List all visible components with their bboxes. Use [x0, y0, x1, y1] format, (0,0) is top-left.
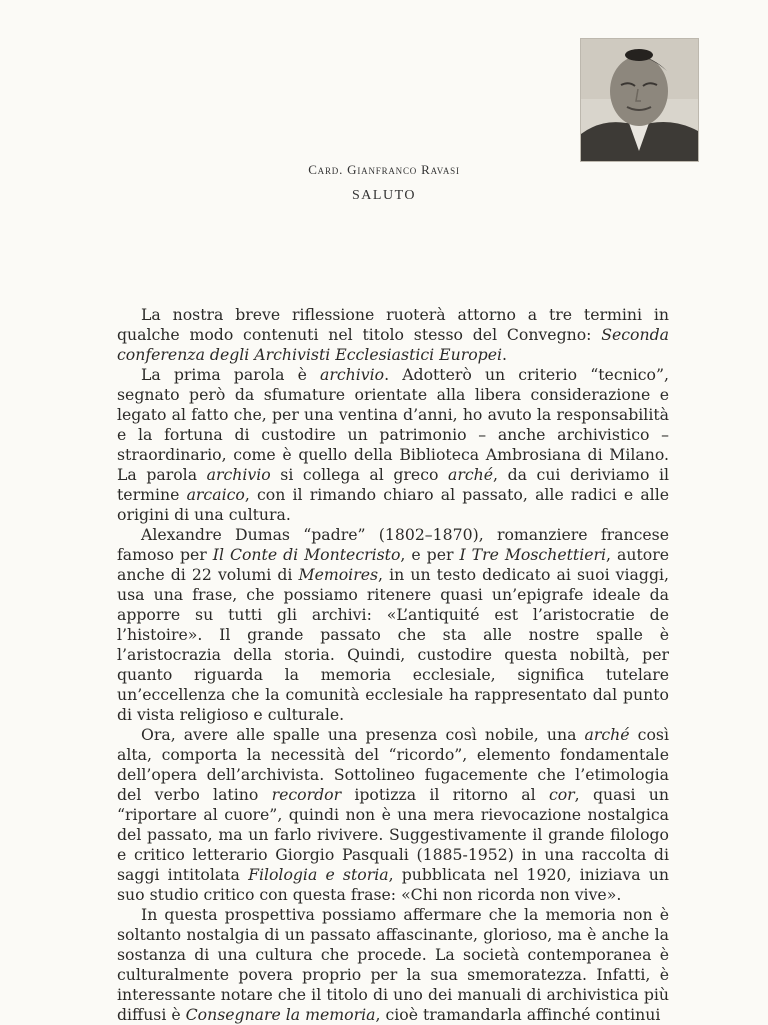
italic-text: Filologia e storia — [248, 865, 389, 884]
italic-text: archivio — [320, 365, 385, 384]
text-run: . — [502, 345, 508, 364]
paragraph — [117, 725, 669, 905]
text-run: Alexandre Dumas “padre” (1802–1870), romanziere francese famoso per — [117, 525, 669, 564]
paragraph — [117, 525, 669, 725]
portrait-photo — [580, 38, 699, 162]
text-run: , con il rimando chiaro al passato, alle radici e alle origini di una cultura. — [117, 485, 669, 524]
text-run: , quasi un “riportare al cuore”, quindi non è una mera rievocazione nostalgica del passato, ma un farlo rivivere. Suggestivamente il grande filologo e critico letterario Giorgio Pasquali (1885-1952) in una raccolta di saggi intitolata — [117, 785, 670, 884]
text-run: , in un testo dedicato ai suoi viaggi, usa una frase, che possiamo ritenere quasi un’epigrafe ideale da apporre su tutti gli archivi: «L’antiquité est l’aristocratie de l’histoire». Il grande passato che sta alle nostre spalle è l’aristocrazia della storia. Quindi, custodire questa nobiltà, per quanto riguarda la memoria ecclesiale, significa tutelare un’eccellenza che la comunità ecclesiale ha rappresentato dal punto di vista religioso e culturale. — [117, 565, 669, 724]
text-run: , cioè tramandarla affinché continui — [375, 1005, 661, 1024]
text-run: così alta, comporta la necessità del “ricordo”, elemento fondamentale dell’opera dell’archivista. Sottolineo fugacemente che l’etimologia del verbo latino — [117, 725, 669, 804]
text-run: In questa prospettiva possiamo affermare che la memoria non è soltanto nostalgia di un passato affascinante, glorioso, ma è anche la sostanza di una cultura che procede. La società contemporanea è culturalmente povera proprio per la sua smemoratezza. Infatti, è interessante notare che il titolo di uno dei manuali di archivistica più diffusi è — [117, 905, 669, 1024]
text-run: Ora, avere alle spalle una presenza così nobile, una — [141, 725, 585, 744]
text-run: La prima parola è — [141, 365, 320, 384]
italic-text: Consegnare la memoria — [185, 1005, 376, 1024]
italic-text: Seconda conferenza degli Archivisti Ecclesiastici Europei — [117, 325, 669, 364]
page-title: SALUTO — [352, 188, 416, 203]
italic-text: I Tre Moschettieri — [459, 545, 607, 564]
italic-text: recordor — [271, 785, 342, 804]
italic-text: archivio — [206, 465, 271, 484]
paragraph — [117, 305, 669, 365]
paragraph — [117, 905, 669, 1025]
body-text — [117, 305, 669, 1025]
text-run: , da cui deriviamo il termine — [117, 465, 670, 504]
italic-text: cor — [548, 785, 575, 804]
paragraph — [117, 365, 669, 525]
italic-text: Il Conte di Montecristo — [212, 545, 401, 564]
text-run: La nostra breve riflessione ruoterà attorno a tre termini in qualche modo contenuti nel titolo stesso del Convegno: — [117, 305, 669, 344]
italic-text: arché — [584, 725, 630, 744]
text-run: si collega al greco — [270, 465, 448, 484]
italic-text: Memoires — [298, 565, 379, 584]
text-run: , e per — [400, 545, 460, 564]
italic-text: arcaico — [186, 485, 245, 504]
text-run: , autore anche di 22 volumi di — [117, 545, 669, 584]
italic-text: arché — [448, 465, 494, 484]
text-run: , pubblicata nel 1920, iniziava un suo studio critico con questa frase: «Chi non ricorda non vive». — [117, 865, 669, 904]
portrait-icon — [581, 39, 698, 161]
text-run: ipotizza il ritorno al — [341, 785, 549, 804]
text-run: . Adotterò un criterio “tecnico”, segnato però da sfumature orientate alla libera considerazione e legato al fatto che, per una ventina d’anni, ho avuto la responsabilità e la fortuna di custodire un patrimonio – anche archivistico – straordinario, come è quello della Biblioteca Ambrosiana di Milano. La parola — [117, 365, 669, 484]
author-name: Card. Gianfranco Ravasi — [308, 162, 460, 177]
